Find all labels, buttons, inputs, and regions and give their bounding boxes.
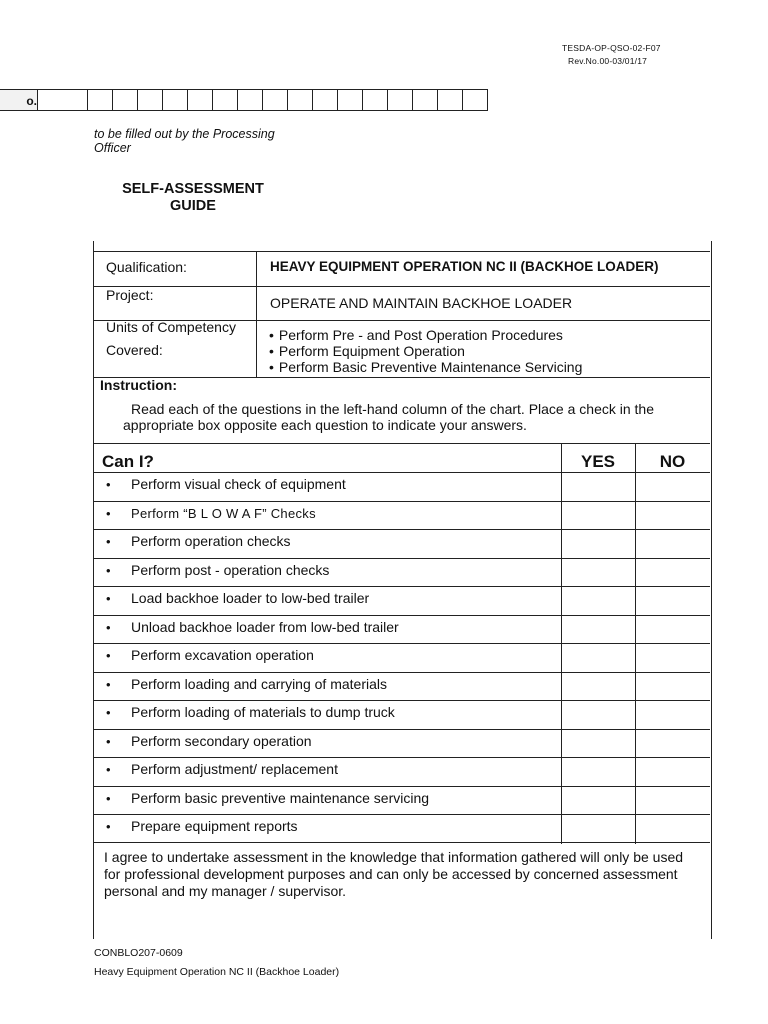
reference-number-box[interactable] [338,89,363,111]
project-row [93,286,710,320]
question-text: Unload backhoe loader from low-bed trailer [131,618,399,635]
bullet: • [106,762,111,777]
yes-checkbox-cell[interactable] [562,730,635,759]
yes-checkbox-cell[interactable] [562,502,635,531]
table-row [93,786,710,815]
bullet: • [106,619,111,635]
question-text: Perform visual check of equipment [131,476,346,492]
bullet: • [106,505,111,521]
agreement-line2: for professional development purposes and can only be accessed by concerned assessment [104,866,678,882]
no-checkbox-cell[interactable] [636,815,710,844]
yes-checkbox-cell[interactable] [562,587,635,616]
no-checkbox-cell[interactable] [636,473,710,502]
divider [256,287,257,321]
question-text: Perform operation checks [131,533,291,549]
no-checkbox-cell[interactable] [636,559,710,588]
no-checkbox-cell[interactable] [636,758,710,787]
can-i-header: Can I? [102,452,154,471]
agreement-line3: personal and my manager / supervisor. [104,883,347,899]
reference-number-box[interactable] [413,89,438,111]
table-row [93,814,710,843]
footer-code: CONBLO207-0609 [94,947,183,959]
table-row [93,586,710,615]
reference-number-box[interactable] [463,89,488,111]
units-label-line1: Units of Competency [106,319,236,335]
divider [256,321,257,378]
no-checkbox-cell[interactable] [636,730,710,759]
reference-number-box[interactable] [438,89,463,111]
reference-number-box[interactable] [113,89,138,111]
yes-checkbox-cell[interactable] [562,644,635,673]
document-code-line2: Rev.No.00-03/01/17 [568,56,648,66]
footer-qualification: Heavy Equipment Operation NC II (Backhoe Loader) [94,966,340,978]
no-checkbox-cell[interactable] [636,502,710,531]
reference-number-box[interactable] [263,89,288,111]
question-text: Perform secondary operation [131,732,312,749]
reference-number-box[interactable] [363,89,388,111]
question-text: Prepare equipment reports [131,818,298,834]
qualification-label: Qualification: [106,259,187,275]
units-label-line2: Covered: [106,342,163,358]
yes-checkbox-cell[interactable] [562,787,635,816]
table-row [93,757,710,786]
question-text: Load backhoe loader to low-bed trailer [131,590,370,606]
agreement-row [93,842,710,939]
page-title-line1: SELF-ASSESSMENT [122,181,264,197]
yes-checkbox-cell[interactable] [562,473,635,502]
table-row [93,529,710,558]
bullet: • [106,819,111,834]
table-row [93,558,710,587]
document-code-line1: TESDA-OP-QSO-02-F07 [562,43,661,53]
question-text: Perform loading of materials to dump truck [131,704,395,720]
bullet: • [106,790,111,806]
table-row [93,643,710,672]
instruction-row [93,377,710,443]
unit-of-competency-item: • Perform Equipment Operation [269,343,582,359]
reference-number-box[interactable] [188,89,213,111]
bullet: • [106,676,111,692]
units-of-competency-row [93,320,710,377]
table-row [93,729,710,758]
table-row [93,672,710,701]
page-title [108,181,278,215]
yes-checkbox-cell[interactable] [562,530,635,559]
bullet: • [106,534,111,549]
unit-of-competency-item: • Perform Basic Preventive Maintenance Servicing [269,359,582,375]
processing-officer-note: to be filled out by the Processing Officer [94,127,275,155]
unit-of-competency-item: • Perform Pre - and Post Operation Procedures [269,327,582,343]
reference-number-label: o. [0,89,38,111]
question-text: Perform adjustment/ replacement [131,761,338,777]
yes-checkbox-cell[interactable] [562,758,635,787]
bullet: • [106,733,111,749]
no-checkbox-cell[interactable] [636,701,710,730]
table-row [93,501,710,530]
yes-checkbox-cell[interactable] [562,559,635,588]
instruction-label: Instruction: [100,377,177,393]
question-text: Perform loading and carrying of materials [131,675,388,692]
reference-number-box[interactable] [288,89,313,111]
qualification-row [93,251,710,286]
reference-number-box[interactable] [138,89,163,111]
checklist-header-row [93,443,710,472]
table-row [93,700,710,729]
question-text: Perform “B L O W A F” Checks [131,505,316,521]
reference-number-box[interactable] [313,89,338,111]
project-value: OPERATE AND MAINTAIN BACKHOE LOADER [270,295,573,311]
reference-number-boxes[interactable] [38,89,488,111]
instruction-text-line1: Read each of the questions in the left-hand column of the chart. Place a check in the [131,401,654,417]
instruction-text-line2: appropriate box opposite each question to indicate your answers. [123,417,527,433]
question-text: Perform post - operation checks [131,561,330,578]
reference-number-box[interactable] [213,89,238,111]
bullet: • [106,591,111,606]
reference-number-box[interactable] [388,89,413,111]
project-label: Project: [106,287,154,303]
yes-checkbox-cell[interactable] [562,701,635,730]
units-list [269,327,582,375]
bullet: • [106,648,111,663]
agreement-line1: I agree to undertake assessment in the knowledge that information gathered will only be used [104,849,684,865]
yes-checkbox-cell[interactable] [562,616,635,645]
bullet: • [106,562,111,578]
divider [256,252,257,287]
bullet: • [106,477,111,492]
yes-checkbox-cell[interactable] [562,815,635,844]
reference-number-box[interactable] [38,89,88,111]
no-checkbox-cell[interactable] [636,787,710,816]
question-text: Perform excavation operation [131,647,314,663]
bullet: • [106,705,111,720]
table-row [93,615,710,644]
no-checkbox-cell[interactable] [636,587,710,616]
document-code [562,42,661,68]
reference-number-box[interactable] [238,89,263,111]
table-row [93,472,710,501]
qualification-value: HEAVY EQUIPMENT OPERATION NC II (BACKHOE LOADER) [270,259,659,274]
question-text: Perform basic preventive maintenance servicing [131,789,430,806]
reference-number-box[interactable] [163,89,188,111]
page-title-line2: GUIDE [170,198,216,214]
no-header: NO [659,452,686,471]
no-checkbox-cell[interactable] [636,616,710,645]
no-checkbox-cell[interactable] [636,673,710,702]
no-checkbox-cell[interactable] [636,530,710,559]
reference-number-box[interactable] [88,89,113,111]
yes-header: YES [580,452,616,471]
no-checkbox-cell[interactable] [636,644,710,673]
yes-checkbox-cell[interactable] [562,673,635,702]
